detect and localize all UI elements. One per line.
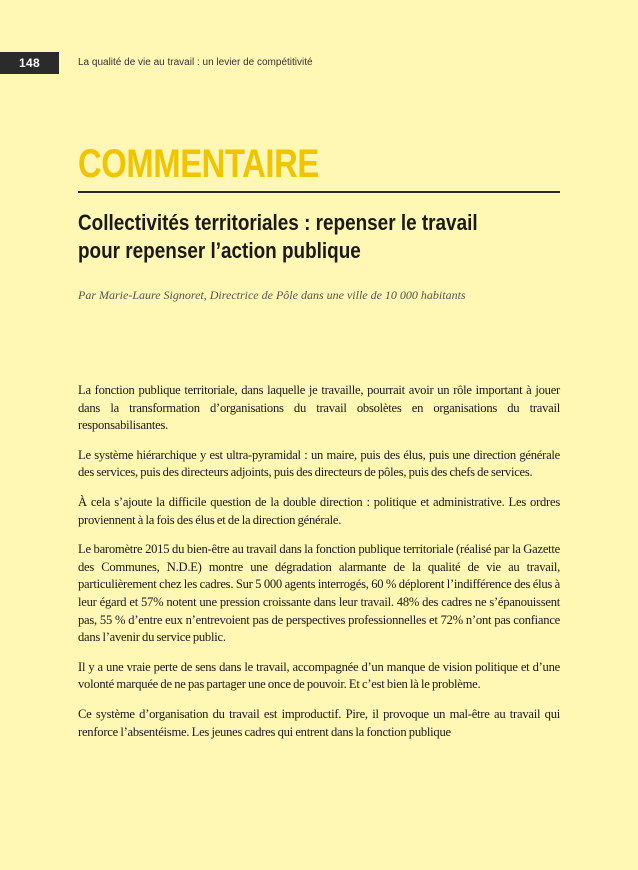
body-paragraph: Le système hiérarchique y est ultra-pyramidal : un maire, puis des élus, puis une direction générale des services, puis des directeurs adjoints, puis des directeurs de pôles, puis des chefs de services. xyxy=(78,447,560,480)
section-label: COMMENTAIRE xyxy=(78,142,319,186)
body-paragraph: La fonction publique territoriale, dans laquelle je travaille, pourrait avoir un rôle important à jouer dans la transformation d’organisations du travail obsolètes en organisations du travail responsabilisantes. xyxy=(78,383,560,433)
page-number: 148 xyxy=(0,52,59,74)
body-paragraph: Il y a une vraie perte de sens dans le travail, accompagnée d’un manque de vision politique et d’une volonté marquée de ne pas partager une once de pouvoir. Et c’est bien là le problème. xyxy=(78,659,560,692)
article-body xyxy=(78,382,560,753)
article-title-line-1: Collectivités territoriales : repenser le travail xyxy=(78,210,478,235)
body-paragraph: Ce système d’organisation du travail est improductif. Pire, il provoque un mal-être au travail qui renforce l’absentéisme. Les jeunes cadres qui entrent dans la fonction publique xyxy=(78,706,560,739)
section-divider xyxy=(78,191,560,193)
article-byline: Par Marie-Laure Signoret, Directrice de Pôle dans une ville de 10 000 habitants xyxy=(78,288,466,302)
body-paragraph: À cela s’ajoute la difficile question de la double direction : politique et administrative. Les ordres proviennent à la fois des élus et de la direction générale. xyxy=(78,494,560,527)
body-paragraph: Le baromètre 2015 du bien-être au travail dans la fonction publique territoriale (réalisé par la Gazette des Communes, N.D.E) montre une dégradation alarmante de la qualité de vie au travail, particulièrement chez les cadres. Sur 5 000 agents interrogés, 60 % déplorent l’indifférence des élus à leur égard et 57% notent une pression croissante dans leur travail. 48% des cadres ne s’épanouissent pas, 55 % d’entre eux n’entrevoient pas de perspectives professionnelles et 72% n’ont pas confiance dans l’avenir du service public. xyxy=(78,542,560,645)
article-title xyxy=(78,209,560,265)
running-title: La qualité de vie au travail : un levier de compétitivité xyxy=(78,57,313,68)
article-title-line-2: pour repenser l’action publique xyxy=(78,238,361,263)
